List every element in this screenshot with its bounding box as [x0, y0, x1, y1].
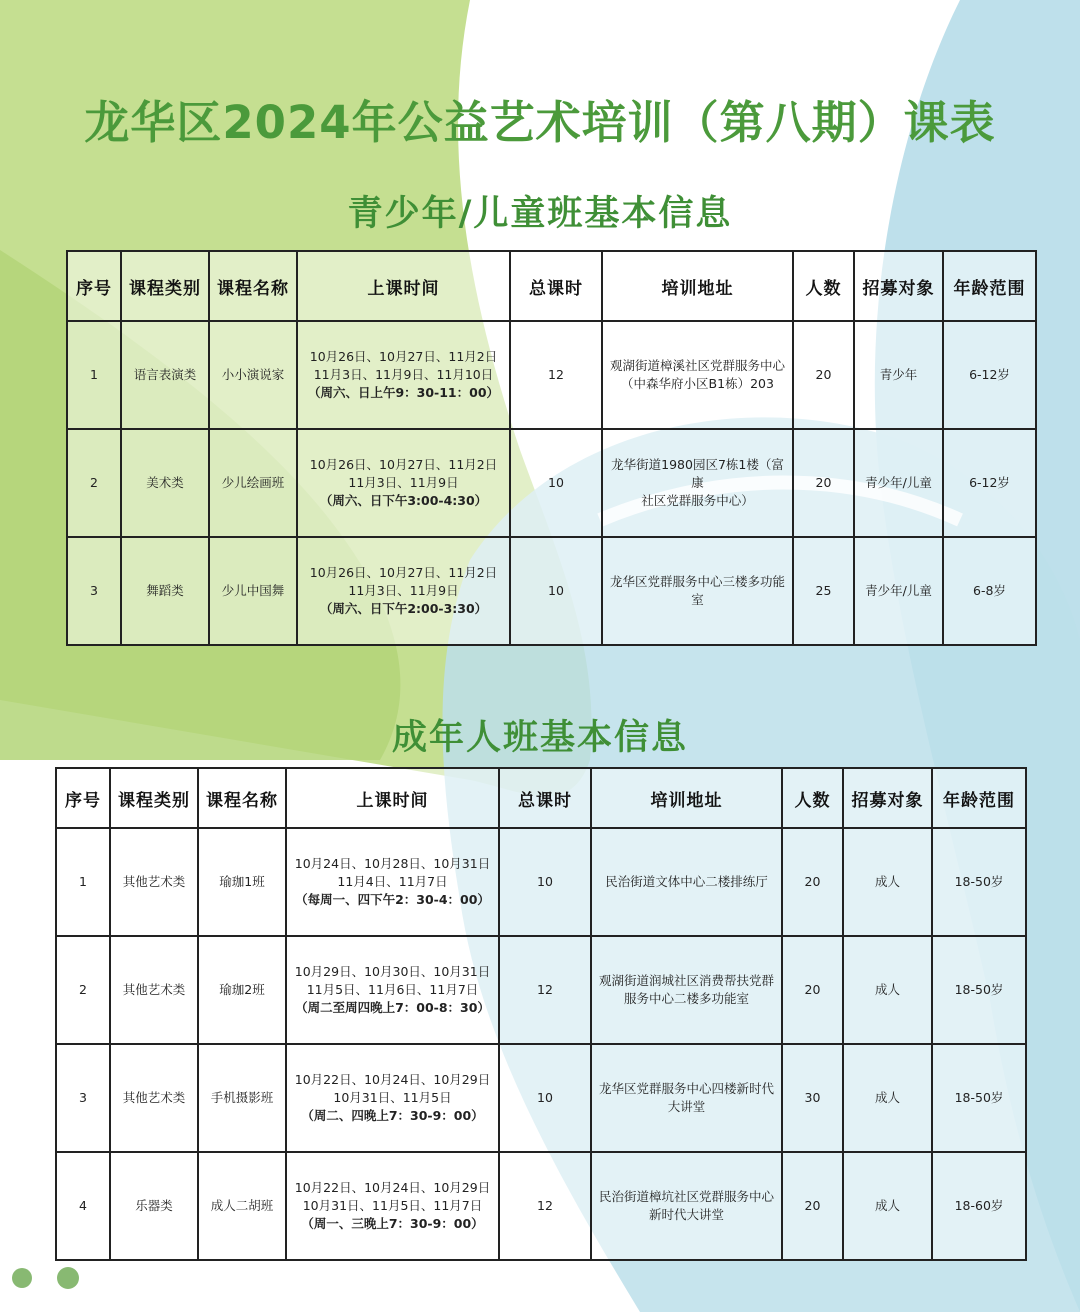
cell-count: 20 [782, 936, 843, 1044]
col-header-category: 课程类别 [110, 768, 198, 828]
cell-age: 18-60岁 [932, 1152, 1026, 1260]
col-header-name: 课程名称 [198, 768, 286, 828]
cell-address [591, 828, 782, 936]
cell-name: 少儿绘画班 [209, 429, 297, 537]
time-dates-line: 10月22日、10月24日、10月29日 [294, 1072, 491, 1087]
cell-address [591, 936, 782, 1044]
table-header-row [67, 251, 1036, 321]
youth-section-heading: 青少年/儿童班基本信息 [347, 194, 733, 234]
cell-time [286, 828, 499, 936]
col-header-count: 人数 [793, 251, 854, 321]
cell-address [591, 1152, 782, 1260]
col-header-target: 招募对象 [843, 768, 932, 828]
cell-count: 20 [782, 1152, 843, 1260]
address-line: 龙华区党群服务中心四楼新时代 [598, 1081, 774, 1096]
col-header-hours: 总课时 [510, 251, 602, 321]
page-title: 龙华区2024年公益艺术培训（第八期）课表 [84, 96, 996, 149]
time-dates-line: 11月3日、11月9日 [348, 475, 459, 490]
col-header-count: 人数 [782, 768, 843, 828]
cell-time [297, 429, 510, 537]
time-dates-line: 11月3日、11月9日、11月10日 [313, 367, 494, 382]
time-dates-line: 11月3日、11月9日 [348, 583, 459, 598]
time-slot-line: （每周一、四下午2：30-4：00） [295, 892, 490, 907]
cell-hours: 12 [510, 321, 602, 429]
col-header-target: 招募对象 [854, 251, 943, 321]
time-dates-line: 10月22日、10月24日、10月29日 [294, 1180, 491, 1195]
table-row [56, 936, 1026, 1044]
address-line: 新时代大讲堂 [648, 1207, 724, 1222]
cell-time [286, 1044, 499, 1152]
cell-target: 成人 [843, 828, 932, 936]
cell-address [602, 537, 793, 645]
cell-address [602, 429, 793, 537]
address-line: 龙华区党群服务中心三楼多功能室 [609, 574, 785, 607]
cell-count: 30 [782, 1044, 843, 1152]
col-header-no: 序号 [56, 768, 110, 828]
col-header-address: 培训地址 [602, 251, 793, 321]
cell-count: 20 [782, 828, 843, 936]
time-dates-line: 11月4日、11月7日 [337, 874, 448, 889]
cell-name: 手机摄影班 [198, 1044, 286, 1152]
decorative-dots-icon [8, 1262, 88, 1294]
youth-schedule-table [66, 250, 1037, 646]
cell-age: 18-50岁 [932, 828, 1026, 936]
table-row [67, 537, 1036, 645]
cell-name: 瑜珈2班 [198, 936, 286, 1044]
cell-target: 青少年 [854, 321, 943, 429]
adult-section-heading: 成年人班基本信息 [391, 718, 688, 758]
cell-category: 美术类 [121, 429, 209, 537]
cell-hours: 10 [499, 828, 591, 936]
cell-name: 成人二胡班 [198, 1152, 286, 1260]
cell-target: 青少年/儿童 [854, 429, 943, 537]
cell-hours: 10 [499, 1044, 591, 1152]
time-slot-line: （周六、日上午9：30-11：00） [307, 385, 500, 400]
table-row [56, 1152, 1026, 1260]
cell-age: 6-12岁 [943, 429, 1036, 537]
time-dates-line: 10月31日、11月5日 [333, 1090, 452, 1105]
cell-hours: 10 [510, 537, 602, 645]
cell-category: 其他艺术类 [110, 936, 198, 1044]
table-row [67, 321, 1036, 429]
col-header-age: 年龄范围 [932, 768, 1026, 828]
cell-hours: 12 [499, 936, 591, 1044]
cell-time [297, 537, 510, 645]
time-dates-line: 11月5日、11月6日、11月7日 [306, 982, 479, 997]
cell-name: 小小演说家 [209, 321, 297, 429]
address-line: 观湖街道樟溪社区党群服务中心 [609, 358, 785, 373]
cell-hours: 10 [510, 429, 602, 537]
cell-no: 1 [67, 321, 121, 429]
adult-schedule-table [55, 767, 1027, 1261]
cell-age: 18-50岁 [932, 1044, 1026, 1152]
cell-address [602, 321, 793, 429]
cell-name: 瑜珈1班 [198, 828, 286, 936]
cell-time [297, 321, 510, 429]
cell-no: 3 [67, 537, 121, 645]
cell-no: 2 [67, 429, 121, 537]
time-slot-line: （周六、日下午3:00-4:30） [319, 493, 488, 508]
address-line: 民治街道樟坑社区党群服务中心 [598, 1189, 774, 1204]
cell-hours: 12 [499, 1152, 591, 1260]
cell-name: 少儿中国舞 [209, 537, 297, 645]
time-slot-line: （周二至周四晚上7：00-8：30） [295, 1000, 490, 1015]
time-dates-line: 10月31日、11月5日、11月7日 [302, 1198, 483, 1213]
cell-target: 青少年/儿童 [854, 537, 943, 645]
time-dates-line: 10月26日、10月27日、11月2日 [309, 565, 498, 580]
col-header-time: 上课时间 [286, 768, 499, 828]
time-dates-line: 10月24日、10月28日、10月31日 [294, 856, 491, 871]
cell-time [286, 1152, 499, 1260]
cell-count: 20 [793, 321, 854, 429]
cell-category: 其他艺术类 [110, 1044, 198, 1152]
cell-no: 1 [56, 828, 110, 936]
col-header-time: 上课时间 [297, 251, 510, 321]
cell-age: 18-50岁 [932, 936, 1026, 1044]
address-line: 观湖街道润城社区消费帮扶党群 [598, 973, 774, 988]
address-line: （中森华府小区B1栋）203 [621, 376, 774, 391]
time-dates-line: 10月26日、10月27日、11月2日 [309, 457, 498, 472]
cell-target: 成人 [843, 1152, 932, 1260]
address-line: 大讲堂 [667, 1099, 706, 1114]
cell-count: 25 [793, 537, 854, 645]
cell-no: 3 [56, 1044, 110, 1152]
col-header-no: 序号 [67, 251, 121, 321]
address-line: 社区党群服务中心） [641, 493, 754, 508]
address-line: 民治街道文体中心二楼排练厅 [605, 874, 768, 889]
cell-category: 其他艺术类 [110, 828, 198, 936]
cell-category: 语言表演类 [121, 321, 209, 429]
table-row [56, 1044, 1026, 1152]
cell-no: 2 [56, 936, 110, 1044]
cell-time [286, 936, 499, 1044]
col-header-age: 年龄范围 [943, 251, 1036, 321]
cell-address [591, 1044, 782, 1152]
address-line: 龙华街道1980园区7栋1楼（富康 [611, 457, 784, 490]
table-row [67, 429, 1036, 537]
col-header-hours: 总课时 [499, 768, 591, 828]
cell-target: 成人 [843, 936, 932, 1044]
address-line: 服务中心二楼多功能室 [623, 991, 749, 1006]
table-row [56, 828, 1026, 936]
col-header-name: 课程名称 [209, 251, 297, 321]
cell-category: 舞蹈类 [121, 537, 209, 645]
time-slot-line: （周二、四晚上7：30-9：00） [301, 1108, 484, 1123]
col-header-address: 培训地址 [591, 768, 782, 828]
table-header-row [56, 768, 1026, 828]
time-slot-line: （周一、三晚上7：30-9：00） [301, 1216, 484, 1231]
cell-category: 乐器类 [110, 1152, 198, 1260]
col-header-category: 课程类别 [121, 251, 209, 321]
cell-count: 20 [793, 429, 854, 537]
time-dates-line: 10月29日、10月30日、10月31日 [294, 964, 491, 979]
cell-target: 成人 [843, 1044, 932, 1152]
cell-no: 4 [56, 1152, 110, 1260]
time-slot-line: （周六、日下午2:00-3:30） [319, 601, 488, 616]
cell-age: 6-12岁 [943, 321, 1036, 429]
time-dates-line: 10月26日、10月27日、11月2日 [309, 349, 498, 364]
cell-age: 6-8岁 [943, 537, 1036, 645]
